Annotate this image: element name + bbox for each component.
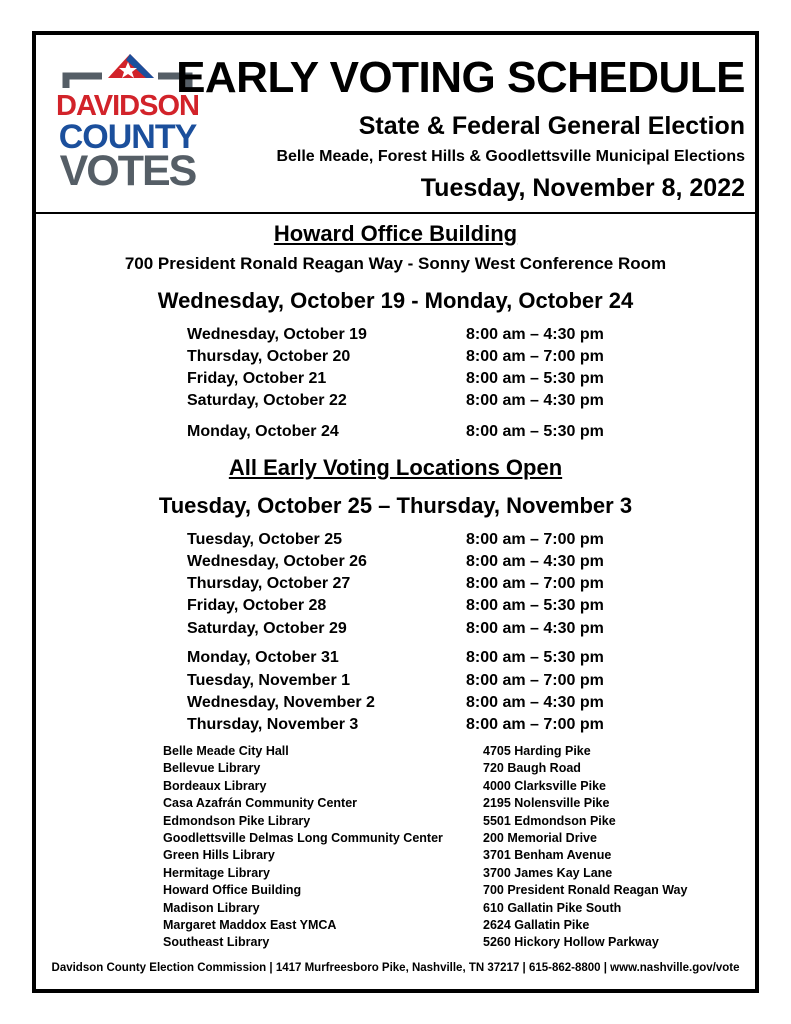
location-row [163,865,723,882]
schedule-day: Friday, October 28 [187,597,327,614]
schedule-day: Saturday, October 29 [187,620,347,637]
schedule-day: Wednesday, October 19 [187,326,367,343]
location-name: Madison Library [163,900,260,915]
location-address: 2624 Gallatin Pike [483,918,590,932]
location-row [163,760,723,777]
schedule-row [187,346,627,368]
section2-date-range: Tuesday, October 25 – Thursday, November 3 [158,493,633,518]
schedule-day: Thursday, October 27 [187,575,351,592]
schedule-hours: 8:00 am – 7:00 pm [466,348,604,365]
location-row [163,900,723,917]
municipal-elections: Belle Meade, Forest Hills & Goodlettsville Municipal Elections [276,148,745,165]
location-address: 3700 James Kay Lane [483,865,613,880]
location-address: 5260 Hickory Hollow Parkway [483,935,659,950]
schedule-row [187,647,627,669]
location-address: 200 Memorial Drive [483,831,597,845]
schedule-hours: 8:00 am – 5:30 pm [466,423,604,440]
location-address: 700 President Ronald Reagan Way [483,883,688,898]
location-row [163,795,723,812]
location-row [163,882,723,899]
location-name: Howard Office Building [163,883,302,898]
location-address: 2195 Nolensville Pike [483,796,610,811]
location-name: Southeast Library [163,935,270,950]
schedule-row [187,692,627,714]
schedule-hours: 8:00 am – 4:30 pm [466,553,604,570]
location-name: Belle Meade City Hall [163,744,289,758]
schedule-hours: 8:00 am – 7:00 pm [466,531,604,548]
schedule-row [187,324,627,346]
schedule-row [187,368,627,390]
section2-heading: All Early Voting Locations Open [228,455,563,480]
location-name: Edmondson Pike Library [163,813,311,828]
schedule-day: Thursday, November 3 [187,716,359,733]
schedule-row [187,421,627,443]
location-row [163,917,723,934]
footer-contact: Davidson County Election Commission | 1417 Murfreesboro Pike, Nashville, TN 37217 | 615-862-8800 | www.nashville.gov/vote [51,962,740,974]
location-row [163,813,723,830]
location-address: 4000 Clarksville Pike [483,778,607,793]
page-title: EARLY VOTING SCHEDULE [176,53,745,102]
schedule-day: Monday, October 31 [187,649,339,666]
location-name: Margaret Maddox East YMCA [163,918,337,932]
location-row [163,847,723,864]
schedule-row [187,618,627,640]
logo-line-davidson: DAVIDSON [56,90,199,122]
schedule-hours: 8:00 am – 4:30 pm [466,620,604,637]
section1-location-name: Howard Office Building [273,221,518,246]
schedule-row [187,714,627,736]
schedule-day: Saturday, October 22 [187,392,347,409]
location-name: Casa Azafrán Community Center [163,796,358,811]
location-address: 720 Baugh Road [483,761,581,776]
section1-location-address: 700 President Ronald Reagan Way - Sonny West Conference Room [124,254,667,273]
schedule-day: Tuesday, October 25 [187,531,343,548]
logo-line-county: COUNTY [58,118,197,156]
schedule-hours: 8:00 am – 7:00 pm [466,672,604,689]
schedule-row [187,670,627,692]
logo-line-votes: VOTES [59,147,196,195]
location-row [163,778,723,795]
location-name: Goodlettsville Delmas Long Community Center [163,831,443,845]
location-address: 610 Gallatin Pike South [483,900,622,915]
schedule-row [187,573,627,595]
schedule-hours: 8:00 am – 7:00 pm [466,716,604,733]
schedule-row [187,551,627,573]
schedule-day: Tuesday, November 1 [187,672,351,689]
section1-date-range: Wednesday, October 19 - Monday, October 24 [157,288,634,313]
schedule-row [187,595,627,617]
location-name: Green Hills Library [163,848,275,863]
location-row [163,830,723,847]
schedule-day: Wednesday, October 26 [187,553,367,570]
schedule-day: Wednesday, November 2 [187,694,375,711]
schedule-hours: 8:00 am – 5:30 pm [466,649,604,666]
header-divider [35,212,756,214]
election-date: Tuesday, November 8, 2022 [420,174,745,202]
schedule-hours: 8:00 am – 4:30 pm [466,694,604,711]
schedule-hours: 8:00 am – 4:30 pm [466,392,604,409]
schedule-day: Friday, October 21 [187,370,327,387]
election-subtitle: State & Federal General Election [358,112,745,140]
schedule-day: Thursday, October 20 [187,348,351,365]
location-name: Bordeaux Library [163,778,267,793]
location-address: 5501 Edmondson Pike [483,813,616,828]
location-name: Bellevue Library [163,761,261,776]
schedule-row [187,529,627,551]
schedule-hours: 8:00 am – 4:30 pm [466,326,604,343]
schedule-row [187,390,627,412]
location-address: 3701 Benham Avenue [483,848,612,863]
schedule-hours: 8:00 am – 5:30 pm [466,597,604,614]
location-row [163,743,723,760]
location-name: Hermitage Library [163,865,270,880]
schedule-hours: 8:00 am – 7:00 pm [466,575,604,592]
schedule-hours: 8:00 am – 5:30 pm [466,370,604,387]
location-row [163,934,723,951]
schedule-day: Monday, October 24 [187,423,339,440]
location-address: 4705 Harding Pike [483,744,591,758]
